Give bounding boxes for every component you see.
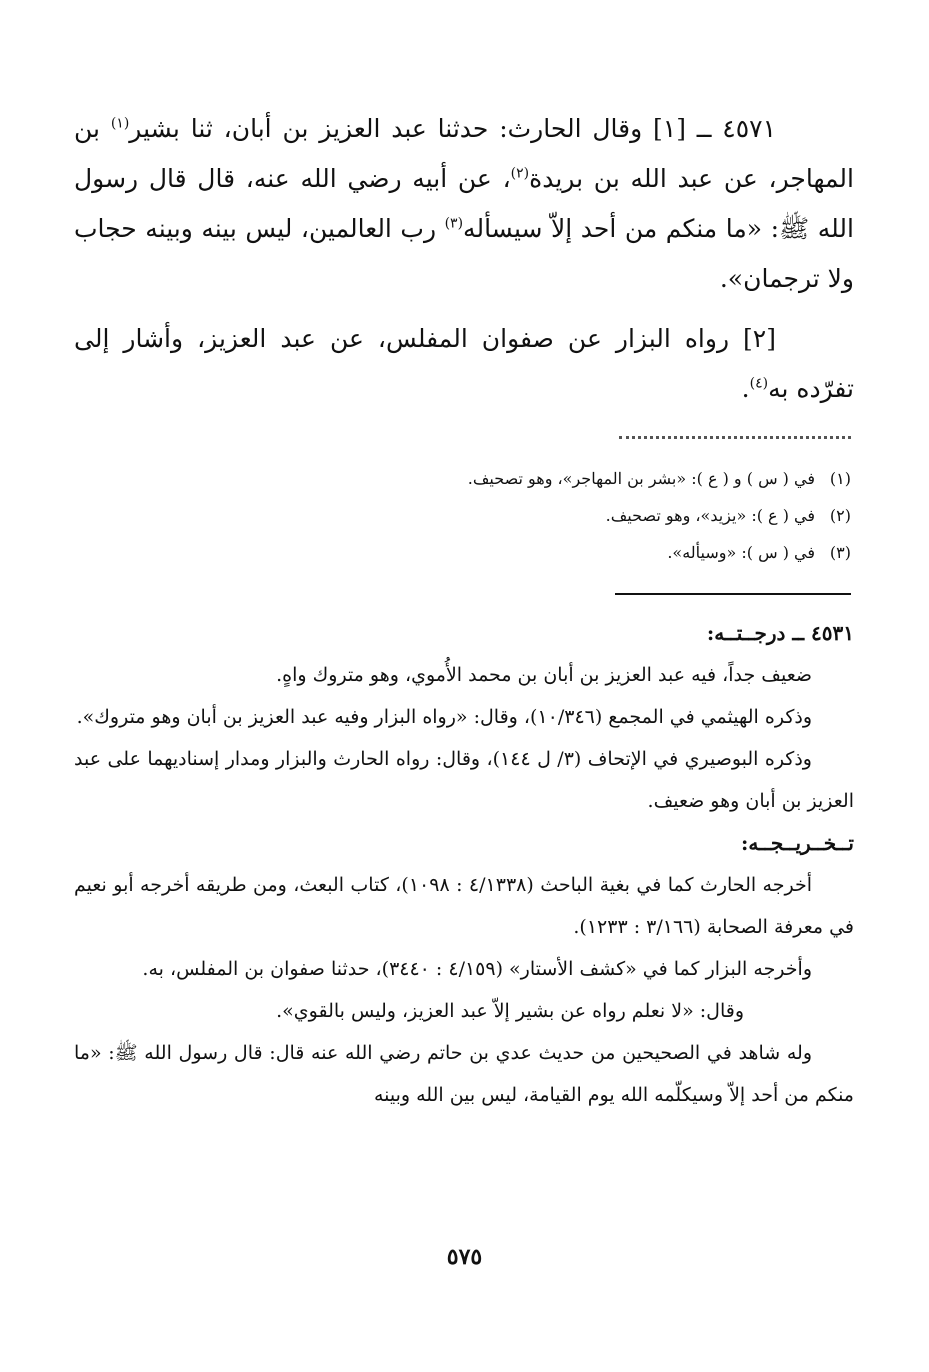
page-number: ٥٧٥	[446, 1244, 483, 1270]
footnote-ref-1[interactable]: (١)	[110, 115, 130, 132]
footnote-text: في ( س ) و ( ع ): «بشر بن المهاجر»، وهو تصحيف.	[467, 469, 815, 488]
footnote-ref-3[interactable]: (٣)	[444, 215, 464, 232]
footnote-1	[111, 460, 851, 497]
footnote-text: في ( س ): «وسيأله».	[667, 543, 815, 562]
footnote-text: في ( ع ): «يزيد»، وهو تصحيف.	[605, 506, 815, 525]
footnote-number: (٣)	[829, 543, 851, 562]
footnote-ref-4[interactable]: (٤)	[749, 375, 769, 392]
grade-heading: ٤٥٣١ ــ درجــتــه:	[706, 621, 854, 645]
commentary	[74, 612, 854, 1116]
footnote-number: (٢)	[829, 506, 851, 525]
source-text-part: .	[741, 374, 750, 403]
hadith-text-part: ، عن أبيه رضي الله عنه، قال قال رسول الله ﷺ: «ما منكم من أحد إلاّ سيسأله	[74, 164, 854, 243]
footnote-number: (١)	[829, 469, 851, 488]
hadith-text-part: ٤٥٧١ ــ [١] وقال الحارث: حدثنا عبد العزيز بن أبان، ثنا بشير	[129, 114, 776, 143]
footnote-3	[111, 534, 851, 571]
hadith-text-part: رب العالمين، ليس بينه وبينه حجاب ولا ترجمان».	[74, 214, 854, 293]
bazzar-quote: وقال: «لا نعلم رواه عن بشير إلاّ عبد العزيز، وليس بالقوي».	[276, 1000, 744, 1022]
section-divider	[615, 593, 851, 595]
footnote-separator	[619, 436, 851, 439]
footnote-2	[111, 497, 851, 534]
hadith-paragraph	[74, 104, 854, 304]
takhrij-heading: تــخــريــجــه:	[741, 831, 854, 855]
footnote-ref-2[interactable]: (٢)	[510, 165, 530, 182]
harith-text: أخرجه الحارث كما في بغية الباحث (٤/١٣٣٨ : ١٠٩٨)، كتاب البعث، ومن طريقه أخرجه أبو نعيم في معرفة الصحابة (٣/١٦٦ : ١٢٣٣).	[74, 874, 854, 938]
hadith-text	[74, 104, 854, 414]
haythami-text: وذكره الهيثمي في المجمع (١٠/٣٤٦)، وقال: «رواه البزار وفيه عبد العزيز بن أبان وهو متروك».	[76, 706, 812, 728]
shahid-text: وله شاهد في الصحيحين من حديث عدي بن حاتم رضي الله عنه قال: قال رسول الله ﷺ: «ما منكم من أحد إلاّ وسيكلّمه الله يوم القيامة، ليس بين الله وبينه	[74, 1042, 854, 1106]
footnotes	[111, 460, 851, 571]
busiri-text: وذكره البوصيري في الإتحاف (٣/ ل ١٤٤)، وقال: رواه الحارث والبزار ومدار إسناديهما على عبد العزيز بن أبان وهو ضعيف.	[74, 748, 854, 812]
hadith-text-part: بن المهاجر، عن عبد الله بن بريدة	[74, 114, 854, 193]
grade-text: ضعيف جداً، فيه عبد العزيز بن أبان بن محمد الأُموي، وهو متروك واهٍ.	[276, 664, 812, 686]
source-text-part: [٢] رواه البزار عن صفوان المفلس، عن عبد العزيز، وأشار إلى تفرّده به	[74, 324, 854, 403]
bazzar-text: وأخرجه البزار كما في «كشف الأستار» (٤/١٥٩ : ٣٤٤٠)، حدثنا صفوان بن المفلس، به.	[142, 958, 812, 980]
source-paragraph	[74, 314, 854, 414]
